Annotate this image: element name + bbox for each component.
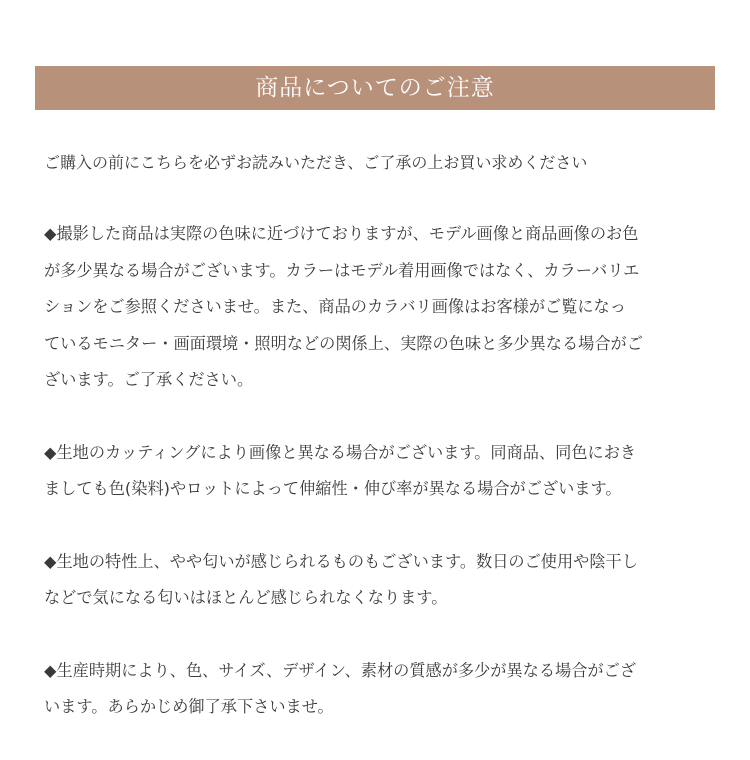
notice-header-bar (35, 66, 715, 110)
note-line: います。あらかじめ御了承下さいませ。 (44, 697, 334, 716)
note-line: ◆生地のカッティングにより画像と異なる場合がございます。同商品、同色におき (44, 442, 637, 462)
note-line: ションをご参照くださいませ。また、商品のカラバリ画像はお客様がご覧になっ (44, 297, 626, 316)
intro-text: ご購入の前にこちらを必ずお読みいただき、ご了承の上お買い求めください (44, 153, 588, 172)
note-odor (44, 544, 716, 617)
note-production-period (44, 653, 716, 726)
note-line: ざいます。ご了承ください。 (44, 370, 254, 389)
note-cutting-difference (44, 435, 716, 508)
note-line: ◆生産時期により、色、サイズ、デザイン、素材の質感が多少が異なる場合がござ (44, 660, 636, 680)
note-line: ◆撮影した商品は実際の色味に近づけておりますが、モデル画像と商品画像のお色 (44, 224, 639, 243)
note-line: ているモニター・画面環境・照明などの関係上、実際の色味と多少異なる場合がご (44, 333, 643, 353)
note-color-difference (44, 216, 716, 399)
note-line: ◆生地の特性上、やや匂いが感じられるものもございます。数日のご使用や陰干し (44, 551, 638, 571)
notes-list (44, 216, 716, 726)
note-line: が多少異なる場合がございます。カラーはモデル着用画像ではなく、カラーバリエ (44, 260, 640, 280)
note-line: ましても色(染料)やロットによって伸縮性・伸び率が異なる場合がございます。 (44, 479, 622, 498)
note-line: などで気になる匂いはほとんど感じられなくなります。 (44, 588, 448, 607)
notice-content (44, 145, 716, 726)
notice-title: 商品についてのご注意 (255, 74, 495, 101)
